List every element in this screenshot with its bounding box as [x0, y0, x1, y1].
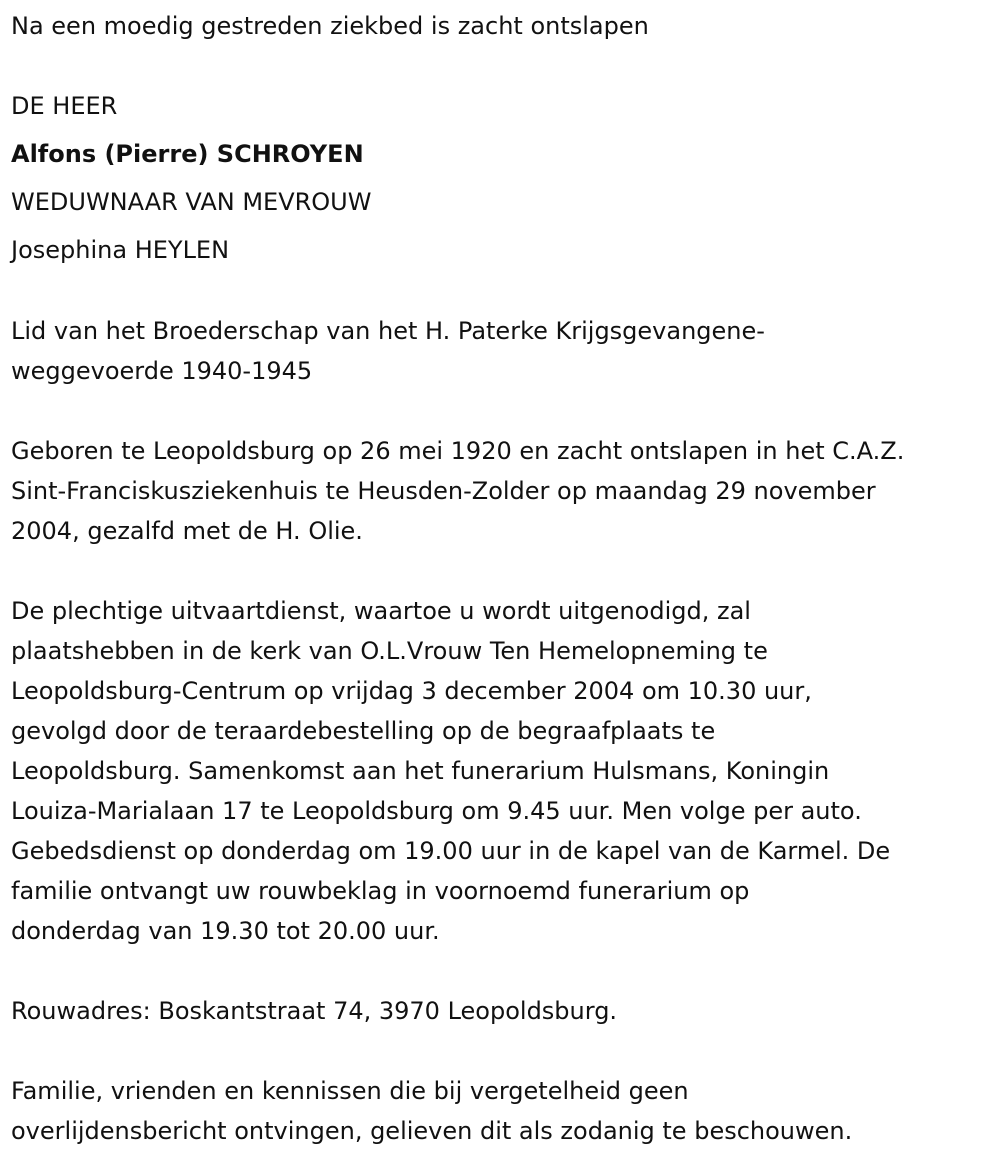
paragraph-line: gevolgd door de teraardebestelling op de begraafplaats te [11, 717, 716, 745]
paragraph-line: 2004, gezalfd met de H. Olie. [11, 517, 363, 545]
spacer [11, 391, 991, 431]
paragraph-line: donderdag van 19.30 tot 20.00 uur. [11, 917, 440, 945]
service-paragraph [11, 591, 991, 951]
spacer [11, 951, 991, 991]
paragraph-line: overlijdensbericht ontvingen, gelieven dit als zodanig te beschouwen. [11, 1117, 853, 1145]
closing-paragraph [11, 1071, 991, 1151]
spacer [11, 270, 991, 311]
spacer [11, 46, 991, 86]
paragraph-line: weggevoerde 1940-1945 [11, 357, 313, 385]
title-line: DE HEER [11, 92, 118, 120]
deceased-name: Alfons (Pierre) SCHROYEN [11, 140, 364, 168]
spacer [11, 1031, 991, 1071]
spouse-name: Josephina HEYLEN [11, 236, 230, 264]
paragraph-line: Sint-Franciskusziekenhuis te Heusden-Zolder op maandag 29 november [11, 477, 876, 505]
paragraph-line: Leopoldsburg. Samenkomst aan het funerarium Hulsmans, Koningin [11, 757, 830, 785]
paragraph-line: Louiza-Marialaan 17 te Leopoldsburg om 9.45 uur. Men volge per auto. [11, 797, 862, 825]
paragraph-line: Leopoldsburg-Centrum op vrijdag 3 december 2004 om 10.30 uur, [11, 677, 812, 705]
mourning-address: Rouwadres: Boskantstraat 74, 3970 Leopoldsburg. [11, 997, 618, 1025]
birth-death-paragraph [11, 431, 991, 551]
paragraph-line: Lid van het Broederschap van het H. Paterke Krijgsgevangene- [11, 317, 765, 345]
paragraph-line: Geboren te Leopoldsburg op 26 mei 1920 en zacht ontslapen in het C.A.Z. [11, 437, 905, 465]
paragraph-line: familie ontvangt uw rouwbeklag in voornoemd funerarium op [11, 877, 750, 905]
paragraph-line: Familie, vrienden en kennissen die bij vergetelheid geen [11, 1077, 689, 1105]
membership-paragraph [11, 311, 991, 391]
spacer [11, 551, 991, 591]
intro-line: Na een moedig gestreden ziekbed is zacht ontslapen [11, 12, 649, 40]
paragraph-line: plaatshebben in de kerk van O.L.Vrouw Ten Hemelopneming te [11, 637, 768, 665]
paragraph-line: De plechtige uitvaartdienst, waartoe u wordt uitgenodigd, zal [11, 597, 751, 625]
paragraph-line: Gebedsdienst op donderdag om 19.00 uur in de kapel van de Karmel. De [11, 837, 891, 865]
widower-label: WEDUWNAAR VAN MEVROUW [11, 188, 372, 216]
obituary-document [11, 6, 991, 1151]
